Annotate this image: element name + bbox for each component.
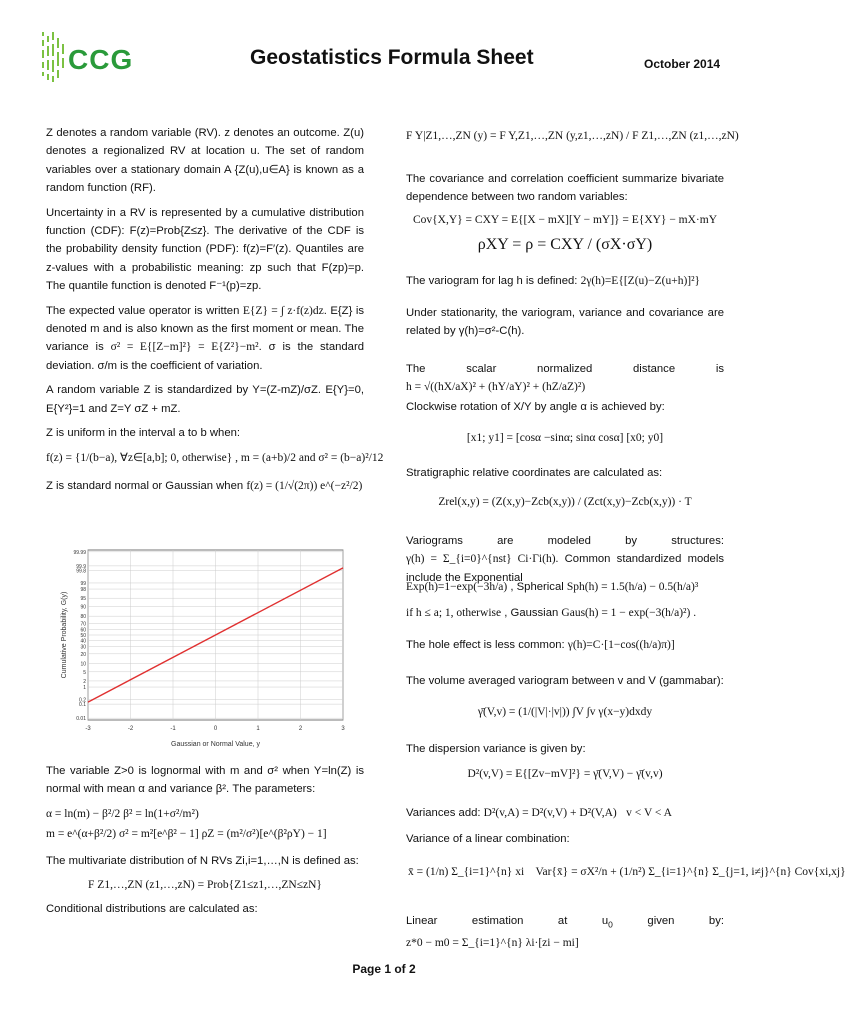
paragraph-gammabar: The volume averaged variogram between v and V (gammabar):: [406, 675, 724, 687]
linear-estimation-equation: z*0 − m0 = Σ_{i=1}^{n} λi·[zi − mi]: [406, 936, 579, 949]
x-tick-label: 0: [213, 726, 218, 732]
linear-combination-equations: [408, 866, 846, 878]
stratigraphic-equation: Zrel(x,y) = (Z(x,y)−Zcb(x,y)) / (Zct(x,y)−Zcb(x,y)) · T: [438, 496, 692, 508]
logo-text: CCG: [68, 44, 134, 75]
y-tick-label: 70: [80, 621, 86, 628]
y-tick-label: 10: [80, 661, 86, 668]
y-tick-label: 99.9: [76, 563, 86, 570]
spherical-condition: if h ≤ a; 1, otherwise: [406, 607, 502, 619]
std-dev-text: σ is the standard deviation. σ/m is the coefficient of variation.: [46, 341, 364, 372]
paragraph-conditional: Conditional distributions are calculated as:: [46, 903, 258, 916]
x-tick-label: 1: [256, 726, 260, 732]
page-number: Page 1 of 2: [352, 962, 416, 976]
date: October 2014: [644, 57, 721, 71]
paragraph-stratigraphic: Stratigraphic relative coordinates are calculated as:: [406, 467, 663, 479]
conditional-equation: F Y|Z1,…,ZN (y) = F Y,Z1,…,ZN (y,z1,…,zN) / F Z1,…,ZN (z1,…,zN): [406, 130, 739, 142]
gaussian-equation: f(z) = (1/√(2π)) e^(−z²/2): [246, 479, 363, 492]
paragraph-covariance: The covariance and correlation coefficient summarize bivariate dependence between two random variables:: [406, 173, 724, 204]
y-tick-label: 60: [80, 627, 86, 634]
page-title: Geostatistics Formula Sheet: [250, 46, 534, 69]
y-tick-label: 2: [83, 678, 86, 685]
y-tick-label: 20: [80, 651, 86, 658]
variances-add-text: Variances add:: [406, 807, 481, 819]
y-tick-label: 0.2: [79, 697, 86, 704]
x-tick-label: -1: [170, 726, 176, 732]
mean-combination-equation: x̄ = (1/n) Σ_{i=1}^{n} xi: [408, 866, 525, 878]
expected-value-text: The expected value operator is written: [46, 304, 240, 317]
paragraph-uniform: Z is uniform in the interval a to b when:: [46, 427, 241, 440]
linear-estimation-text-2: given by:: [647, 915, 725, 927]
variogram-text: The variogram for lag h is defined:: [406, 275, 578, 287]
probability-chart: [58, 544, 348, 754]
linear-estimation-text: Linear estimation at u: [406, 915, 609, 927]
y-tick-label: 99: [80, 580, 86, 587]
y-tick-label: 1: [83, 685, 86, 692]
paragraph-dispersion: The dispersion variance is given by:: [406, 743, 586, 755]
paragraph-variances-add: [406, 804, 724, 822]
x-axis-label: Gaussian or Normal Value, y: [171, 741, 260, 748]
multivariate-equation: F Z1,…,ZN (z1,…,zN) = Prob{Z1≤z1,…,ZN≤zN}: [88, 879, 322, 892]
paragraph-standardized: A random variable Z is standardized by Y=(Z-mZ)/σZ. E{Y}=0, E{Y²}=1 and Z=Y σZ + mZ.: [46, 384, 364, 415]
rotation-equation: [x1; y1] = [cosα −sinα; sinα cosα] [x0; y0]: [466, 432, 664, 444]
y-tick-label: 90: [80, 604, 86, 611]
standardized-models-text: Common standardized models include the Exponential: [406, 553, 724, 584]
uniform-equation: f(z) = {1/(b−a), ∀z∈[a,b]; 0, otherwise} , m = (a+b)/2 and σ² = (b−a)²/12: [46, 451, 384, 464]
gaussian-text: Z is standard normal or Gaussian when: [46, 479, 244, 492]
variances-add-condition: v < V < A: [626, 807, 672, 819]
spherical-label: Spherical: [516, 581, 564, 593]
gaussian-model-line: if h ≤ a; 1, otherwise , Gaussian Gaus(h) = 1 − exp(−3(h/a)²) .: [406, 607, 697, 619]
paragraph-scalar-distance: [406, 360, 724, 397]
y-tick-label: 50: [80, 633, 86, 639]
ccg-logo: [40, 30, 160, 90]
x-tick-label: -2: [127, 726, 134, 732]
y-tick-label: 98: [80, 587, 86, 594]
y-tick-label: 30: [80, 644, 86, 651]
y-tick-label: 40: [80, 638, 86, 645]
paragraph-variogram: [406, 272, 724, 290]
x-tick-label: -3: [85, 726, 91, 732]
variogram-models-text: Variograms are modeled by structures:: [406, 535, 724, 547]
paragraph-hole-effect: [406, 636, 724, 654]
y-axis-label: Cumulative Probability, G(y): [61, 591, 68, 679]
y-tick-label: 0.01: [76, 716, 86, 723]
x-tick-label: 3: [341, 726, 345, 732]
paragraph-expected-value: The expected value operator is written E{Z} = ∫ z·f(z)dz. E{Z} is denoted m and is also known as the first moment or mean. The variance is σ² = E{[Z−m]²} = E{Z²}−m². σ is the standard deviation. σ/m is the coefficient of variation.: [46, 304, 365, 372]
lognormal-equation-2: m = e^(α+β²/2) σ² = m²[e^β² − 1] ρZ = (m²/σ²)[e^(β²ρY) − 1]: [46, 828, 327, 841]
paragraph-linear-combination: Variance of a linear combination:: [406, 833, 570, 845]
y-tick-label: 99.8: [76, 568, 86, 575]
y-tick-label: 95: [80, 596, 86, 603]
scalar-distance-text: The scalar normalized distance is: [406, 363, 724, 375]
scalar-distance-equation: h = √((hX/aX)² + (hY/aY)² + (hZ/aZ)²): [406, 381, 586, 394]
paragraph-lognormal: The variable Z>0 is lognormal with m and σ² when Y=ln(Z) is normal with mean α and variance β². The parameters:: [46, 765, 364, 796]
paragraph-stationarity: Under stationarity, the variogram, variance and covariance are related by γ(h)=σ²-C(h).: [406, 307, 724, 338]
covariance-equation: Cov{X,Y} = CXY = E{[X − mX][Y − mY]} = E{XY} − mX·mY: [412, 214, 718, 226]
paragraph-cdf: Uncertainty in a RV is represented by a cumulative distribution function (CDF): F(z)=Prob{Z≤z}. The derivative of the CDF is the probability density function (PDF): f(z)=F′(z). Quantiles are z-values with a probabilistic meaning: zp such that F(zp)=p. The quantile function is denoted F⁻¹(p)=zp.: [46, 206, 364, 293]
y-tick-label: 5: [83, 669, 86, 676]
variance-combination-equation: Var{x̄} = σX²/n + (1/n²) Σ_{i=1}^{n} Σ_{j=1, i≠j}^{n} Cov{xi,xj}: [535, 866, 846, 878]
gaussian-label: Gaussian: [510, 607, 559, 619]
left-column: [46, 124, 384, 501]
lognormal-equation-1: α = ln(m) − β²/2 β² = ln(1+σ²/m²): [46, 807, 199, 820]
x-tick-label: 2: [298, 726, 303, 732]
paragraph-linear-estimation: Linear estimation at $u_0$ given by: z*0 − m0 = Σ_{i=1}^{n} λi·[zi − mi]: [406, 915, 725, 949]
y-tick-label: 80: [80, 614, 86, 621]
variances-add-equation: D²(v,A) = D²(v,V) + D²(V,A): [483, 807, 617, 819]
paragraph-random-variable: Z denotes a random variable (RV). z denotes an outcome. Z(u) denotes a regionalized RV at location u. The set of random variables over a stationary domain A {Z(u),u∈A} is known as a random function (RF).: [46, 127, 364, 195]
y-tick-label: 99.99: [73, 549, 86, 556]
hole-effect-equation: γ(h)=C·[1−cos((h/a)π)]: [567, 639, 675, 651]
paragraph-rotation: Clockwise rotation of X/Y by angle α is achieved by:: [406, 401, 665, 413]
variogram-equation: 2γ(h)=E{[Z(u)−Z(u+h)]²}: [580, 275, 701, 287]
dispersion-equation: D²(v,V) = E{[Zv−mV]²} = γ̄(V,V) − γ̄(v,v): [467, 768, 663, 780]
y-tick-label: 0.1: [79, 702, 86, 709]
left-column-lower: [46, 762, 364, 925]
expected-value-equation: E{Z} = ∫ z·f(z)dz: [242, 304, 324, 317]
gammabar-equation: γ̄(V,v) = (1/(|V|·|v|)) ∫V ∫v γ(x−y)dxdy: [477, 706, 653, 718]
spherical-equation: Sph(h) = 1.5(h/a) − 0.5(h/a)³: [566, 581, 699, 593]
hole-effect-text: The hole effect is less common:: [406, 639, 565, 651]
paragraph-gaussian: [46, 477, 364, 495]
correlation-equation: ρXY = ρ = CXY / (σX·σY): [477, 236, 653, 253]
mean-text: E{Z} is denoted m and is also known as the first moment or mean. The variance is: [46, 304, 365, 354]
variance-equation: σ² = E{[Z−m]²} = E{Z²}−m²: [110, 341, 259, 354]
paragraph-multivariate: The multivariate distribution of N RVs Zi,i=1,…,N is defined as:: [46, 854, 359, 867]
exponential-equation: Exp(h)=1−exp(−3h/a): [406, 581, 508, 593]
probability-plot: [58, 544, 348, 754]
gaussian-model-equation: Gaus(h) = 1 − exp(−3(h/a)²) .: [561, 607, 697, 619]
nested-structures-equation: γ(h) = Σ_{i=0}^{nst} Ci·Γi(h).: [406, 553, 559, 566]
exponential-spherical-line: Exp(h)=1−exp(−3h/a) , Spherical Sph(h) = 1.5(h/a) − 0.5(h/a)³: [406, 581, 699, 593]
